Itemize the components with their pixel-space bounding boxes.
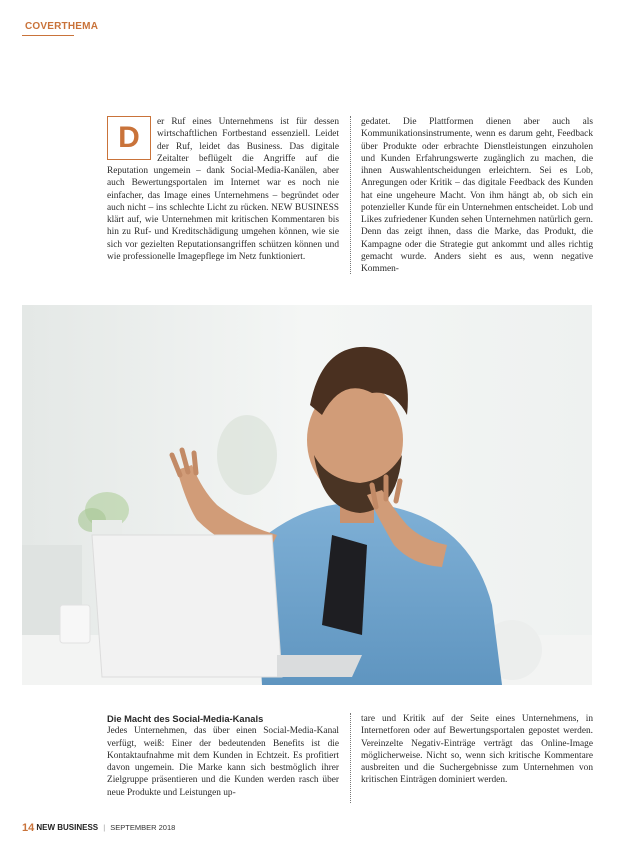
left-bottom-text: Jedes Unternehmen, das über einen Social-Media-Kanal verfügt, weiß: Einer der bedeutenden Benefits ist die Kontaktaufnahme mit dem Kunden in Echtzeit. Es profitiert davon ungemein. Die Marke kann sich bestmöglich ihrer Zielgruppe präsentieren und die Kunden werden rasch über neue Produkte und Leistungen up- xyxy=(107,726,339,798)
footer-separator: | xyxy=(103,823,106,832)
intro-text: er Ruf eines Unternehmens ist für dessen wirtschaftlichen Fortbestand essenziell. Leidet der Ruf, leidet das Business. Das digitale Zeitalter beflügelt die Angriffe auf die Reputation ungemein – dank Social-Media-Kanälen, aber auch Bewertungsportalen im Internet war es noch nie einfacher, das Image eines Unternehmens – begründet oder auch nicht – ins schlechte Licht zu rücken. NEW BUSINESS klärt auf, wie Unternehmen mit kritischen Kommentaren bis hin zu Ruf- und Kreditschädigung umgehen können, wie sie sich vor gezielten Reputationsangriffen schützen können und wie professionelle Imagepflege im Netz funktioniert. xyxy=(107,117,339,262)
right-bottom-text: tare und Kritik auf der Seite eines Unternehmens, in Internetforen oder auf Bewertungsportalen gepostet werden. Vereinzelte Negativ-Einträge verträgt das Online-Image möglicherweise. Nicht so, wenn sich kritische Kommentare ausbreiten und die Suchergebnisse zum Unternehmen von kritischen Einträgen dominiert werden. xyxy=(361,714,593,786)
page-number: 14 xyxy=(22,822,35,834)
right-column-top xyxy=(361,116,593,275)
article-photo xyxy=(22,305,592,685)
publication-name: NEW BUSINESS xyxy=(36,823,99,832)
right-column-bottom xyxy=(361,713,593,787)
intro-column xyxy=(107,116,339,263)
subheading: Die Macht des Social-Media-Kanals xyxy=(107,714,264,724)
issue-date: SEPTEMBER 2018 xyxy=(110,823,176,832)
right-top-text: gedatet. Die Plattformen dienen aber auch als Kommunikationsinstrumente, wenn es darum geht, Feedback über Produkte oder erbrachte Dienstleistungen einzuholen und Kunden Erfahrungswerte zugänglich zu machen, die ihnen Auswahlentscheidungen erleichtern. Sei es Lob, Anregungen oder Kritik – das digitale Feedback des Kunden hat eine ungeheure Macht. Von ihm hängt ab, ob sich ein potenzieller Kunde für ein Unternehmen entscheidet. Lob und Likes zufriedener Kunden sehen Unternehmen natürlich gern. Denn das zeigt ihnen, dass die Marke, das Produkt, die Kampagne oder die Strategie gut ankommt und alles richtig gemacht wurde. Anders sieht es aus, wenn negative Kommen- xyxy=(361,117,593,274)
left-column-bottom xyxy=(107,713,339,799)
drop-cap: D xyxy=(107,116,151,160)
section-label: COVERTHEMA xyxy=(25,21,99,32)
section-rule xyxy=(22,35,74,36)
column-divider xyxy=(350,116,351,274)
column-divider-bottom xyxy=(350,713,351,803)
page-footer xyxy=(22,822,175,834)
